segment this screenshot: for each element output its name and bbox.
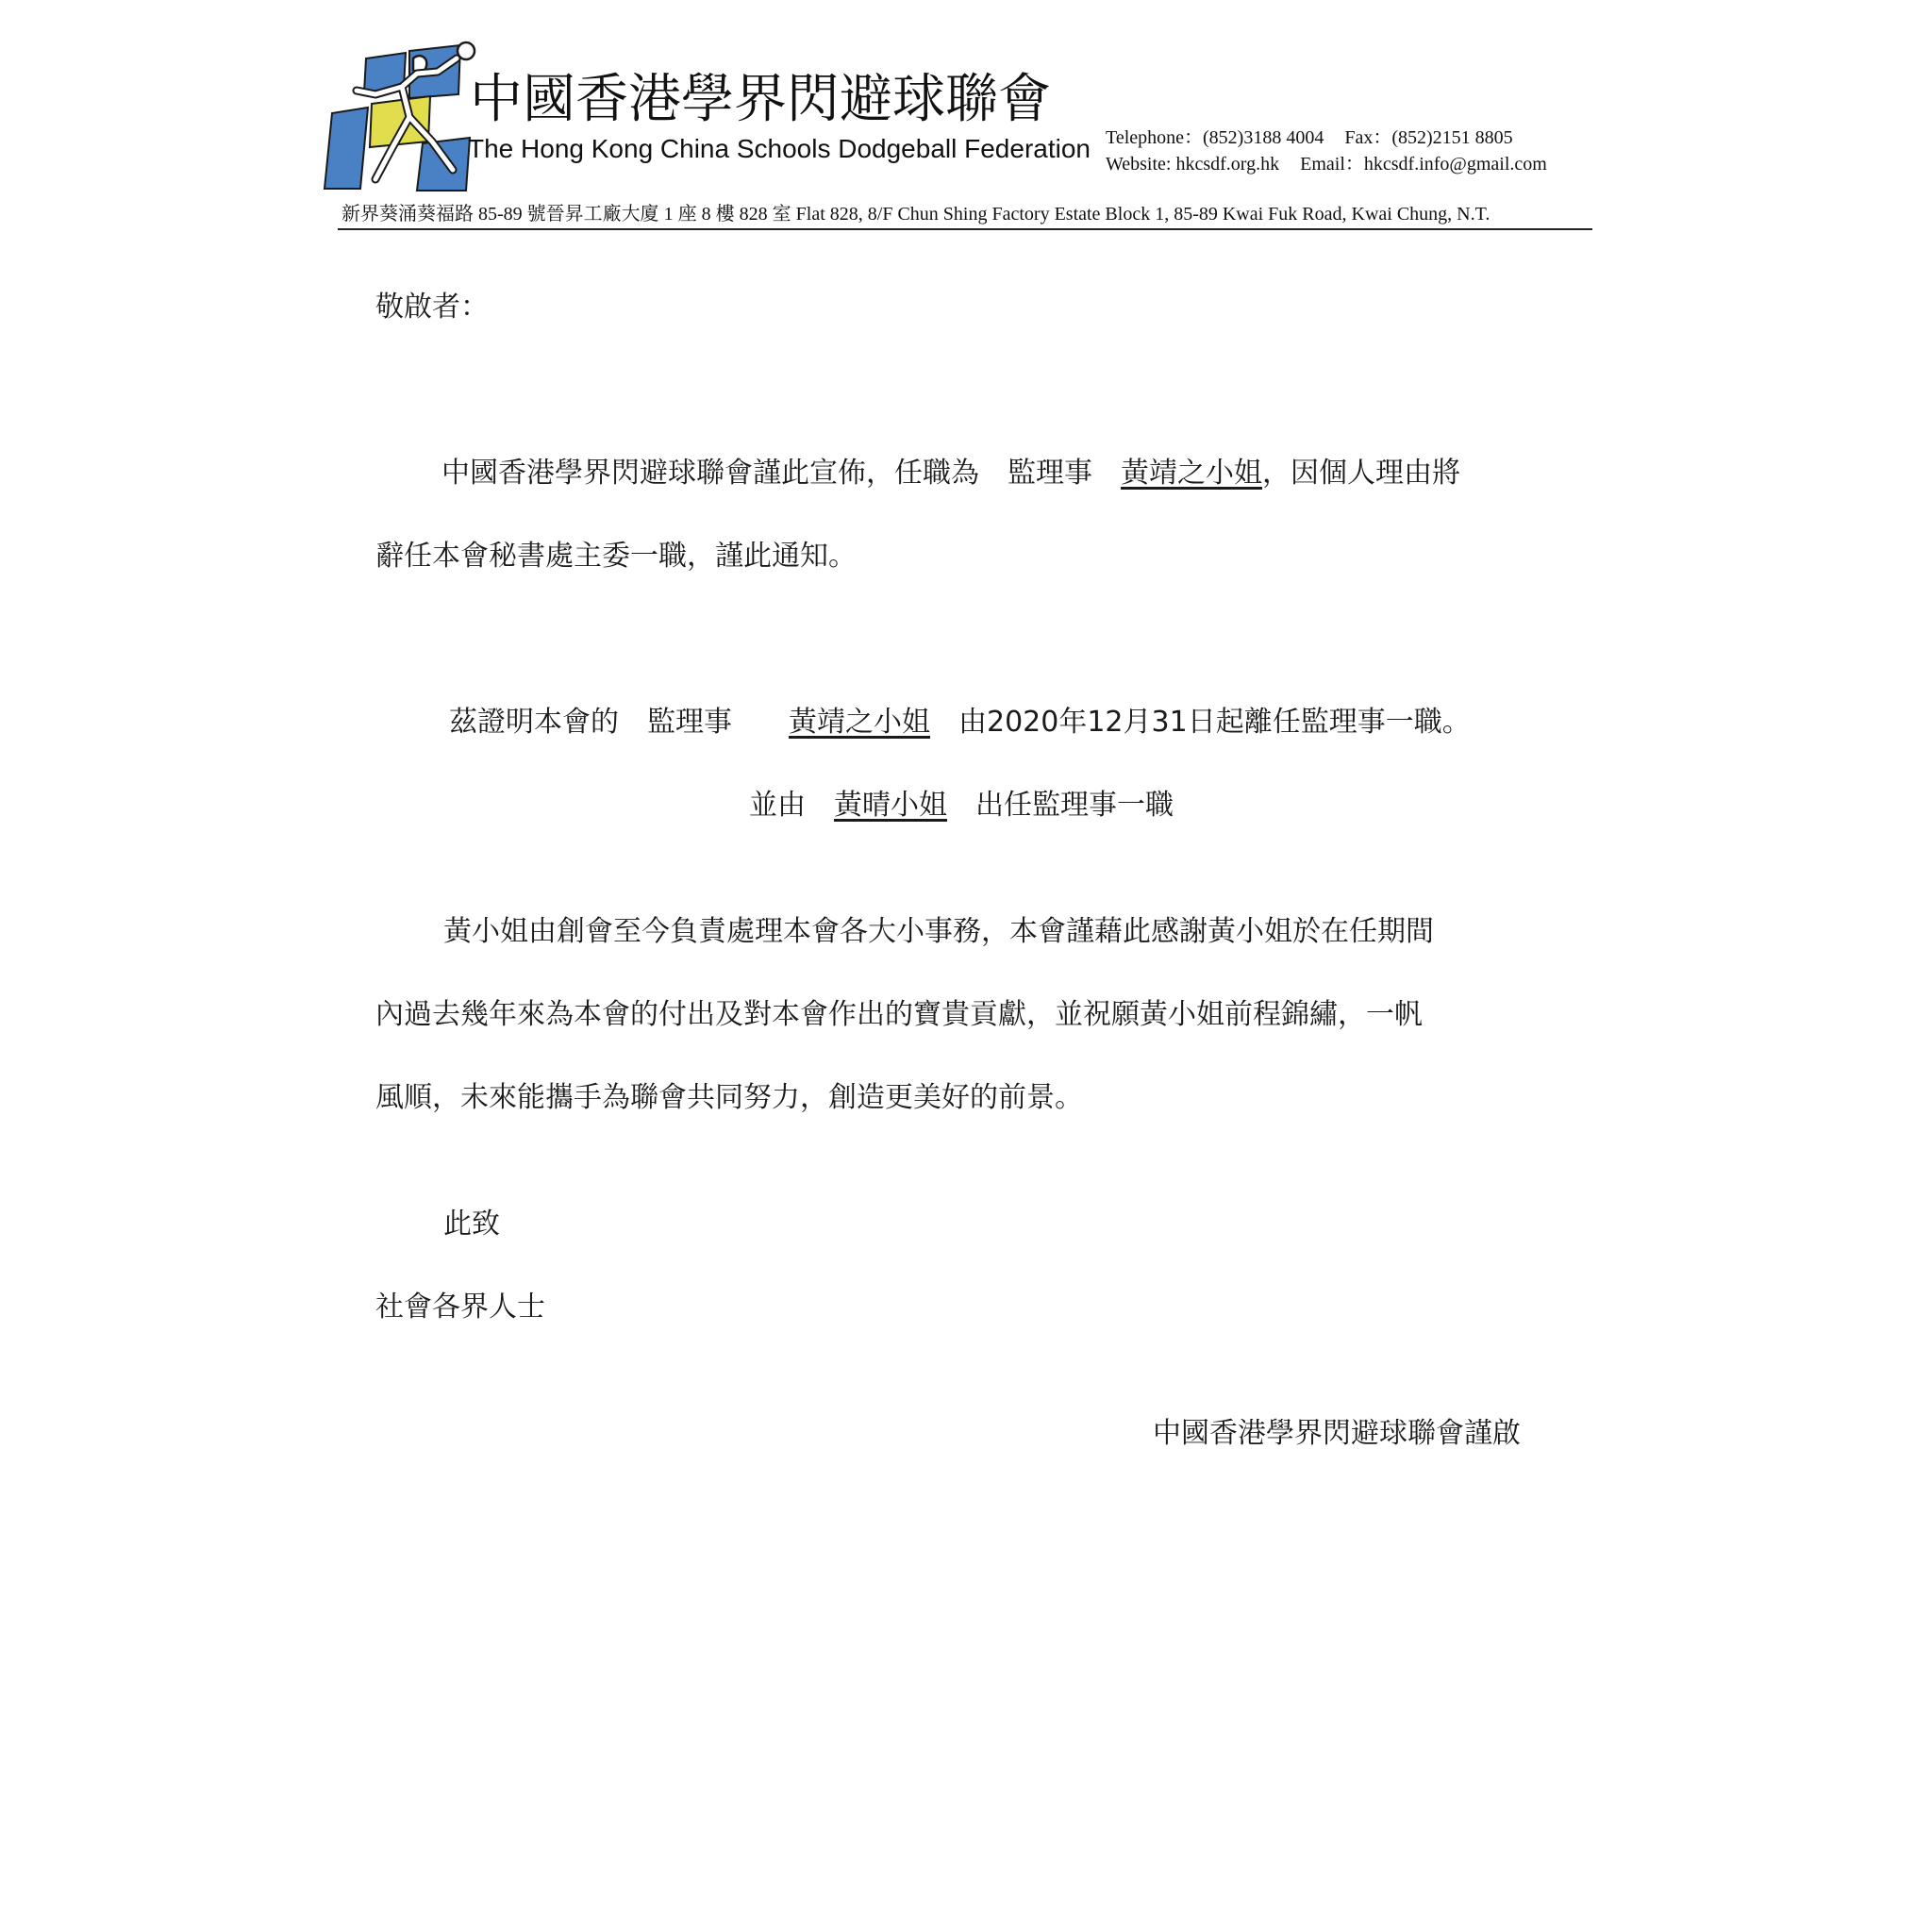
- org-name-chinese: 中國香港學界閃避球聯會: [470, 69, 1051, 130]
- address: 新界葵涌葵福路 85-89 號晉昇工廠大廈 1 座 8 樓 828 室 Flat 828, 8/F Chun Shing Factory Estate Block 1, 85-89 Kwai Fuk Road, Kwai Chung, N.T.: [341, 204, 1491, 225]
- phone-fax-line: [1106, 125, 1547, 151]
- paragraph-3-line-1: 黃小姐由創會至今負責處理本會各大小事務，本會謹藉此感謝黃小姐於在任期間: [443, 915, 1434, 948]
- paragraph-1-line-2: 辭任本會秘書處主委一職，謹此通知。: [375, 540, 857, 573]
- signature: 中國香港學界閃避球聯會謹啟: [1153, 1417, 1521, 1450]
- dodgeball-federation-logo: [319, 38, 479, 193]
- para2-line2-suffix: 出任監理事一職: [975, 789, 1174, 822]
- paragraph-2-line-1: [449, 704, 1471, 741]
- para2-line2-name: 黃晴小姐: [834, 789, 947, 822]
- para2-line2-prefix: 並由: [749, 789, 806, 822]
- salutation: 敬啟者：: [375, 291, 489, 324]
- contact-info: [1106, 125, 1547, 177]
- letterhead-divider: [338, 228, 1592, 230]
- web-email-line: [1106, 151, 1547, 177]
- para1-title: 監理事: [1008, 457, 1092, 490]
- paragraph-3-line-3: 風順，未來能攜手為聯會共同努力，創造更美好的前景。: [375, 1081, 1083, 1114]
- para2-title: 監理事: [647, 706, 732, 739]
- para2-text-end: 由2020年12月31日起離任監理事一職。: [958, 706, 1471, 739]
- fax: Fax：(852)2151 8805: [1344, 127, 1513, 148]
- telephone: Telephone：(852)3188 4004: [1106, 127, 1324, 148]
- paragraph-1-line-1: [441, 455, 1460, 492]
- closing: 此致: [443, 1208, 500, 1241]
- paragraph-3-line-2: 內過去幾年來為本會的付出及對本會作出的寶貴貢獻，並祝願黃小姐前程錦繡，一帆: [375, 998, 1423, 1031]
- para2-name: 黃靖之小姐: [789, 706, 930, 739]
- para1-name: 黃靖之小姐: [1121, 457, 1262, 490]
- paragraph-2-line-2: [749, 787, 1174, 824]
- website: Website: hkcsdf.org.hk: [1106, 154, 1280, 175]
- para1-text-end: ，因個人理由將: [1262, 457, 1460, 490]
- email: Email：hkcsdf.info@gmail.com: [1300, 154, 1547, 175]
- para1-text-start: 中國香港學界閃避球聯會謹此宣佈，任職為: [441, 457, 979, 490]
- org-name-english: The Hong Kong China Schools Dodgeball Federation: [468, 134, 1091, 163]
- recipient: 社會各界人士: [375, 1291, 545, 1324]
- para2-text-start: 茲證明本會的: [449, 706, 619, 739]
